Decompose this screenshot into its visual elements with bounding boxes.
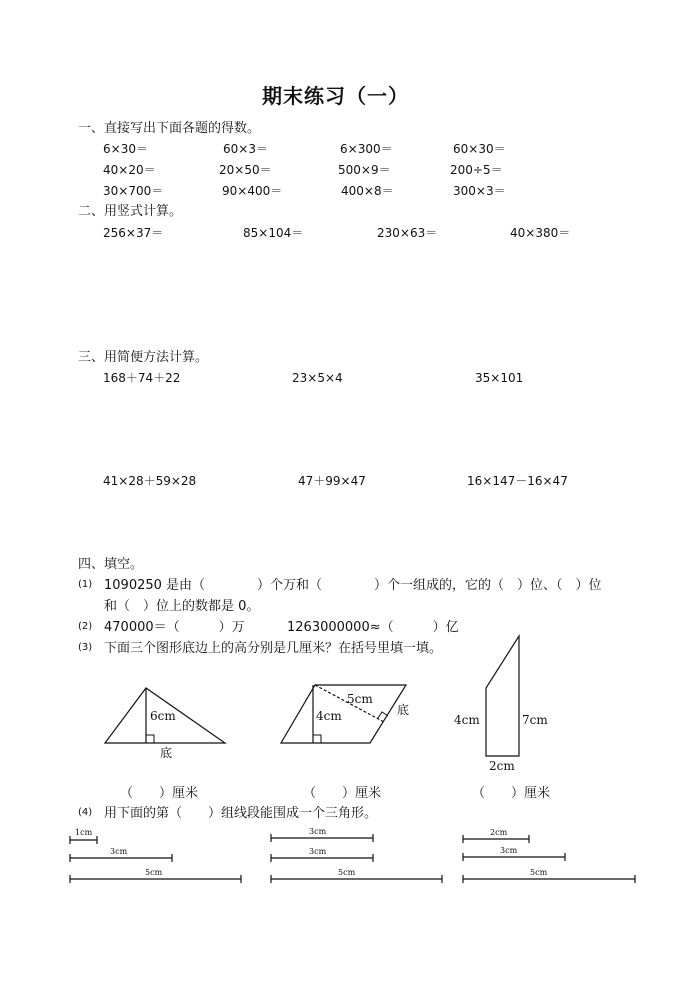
trapezoid-base-label: 2cm [489,759,515,773]
question-2-a: 470000＝（ ）万 [104,620,245,635]
segment-group-2 [271,834,442,883]
question-3-text: 下面三个图形底边上的高分别是几厘米？在括号里填一填。 [104,641,443,656]
problem: 90×400＝ [222,184,283,198]
triangle-base-label: 底 [160,746,173,760]
problem: 60×30＝ [453,142,506,156]
parallelogram-base-label: 底 [397,703,410,717]
problem: 16×147－16×47 [467,474,568,488]
problem: 168＋74＋22 [103,371,181,385]
segment-label: 2cm [490,828,508,837]
segment-label: 5cm [338,868,356,877]
right-angle-mark [313,735,321,743]
right-angle-mark [146,735,154,743]
problem: 47＋99×47 [298,474,366,488]
problem: 35×101 [475,371,524,385]
question-number: (3) [78,642,93,653]
problem: 230×63＝ [377,226,438,240]
parallelogram-side-label: 5cm [347,692,373,706]
problem: 500×9＝ [338,163,391,177]
trapezoid-left-label: 4cm [454,713,480,727]
answer-blank-1[interactable]: （ ）厘米 [120,786,199,801]
question-2-b: 1263000000≈（ ）亿 [287,620,459,635]
problem: 85×104＝ [243,226,304,240]
section-4-heading: 四、填空。 [78,557,144,572]
section-1-heading: 一、直接写出下面各题的得数。 [78,121,261,136]
answer-blank-2[interactable]: （ ）厘米 [303,786,382,801]
problem: 30×700＝ [103,184,164,198]
segment-label: 3cm [309,847,327,856]
trapezoid-figure [486,636,519,756]
section-3-heading: 三、用简便方法计算。 [78,350,209,365]
page-title: 期末练习（一） [262,84,409,108]
problem: 40×380＝ [510,226,571,240]
trapezoid-right-label: 7cm [522,713,548,727]
problem: 200÷5＝ [450,163,503,177]
section-2-heading: 二、用竖式计算。 [78,204,183,219]
parallelogram-figure [281,685,406,743]
answer-blank-3[interactable]: （ ）厘米 [472,786,551,801]
segment-label: 5cm [145,868,163,877]
problem: 6×300＝ [340,142,393,156]
problem: 256×37＝ [103,226,164,240]
problem: 6×30＝ [103,142,148,156]
problem: 20×50＝ [219,163,272,177]
problem: 23×5×4 [292,371,343,385]
segment-label: 1cm [75,828,93,837]
problem: 60×3＝ [223,142,268,156]
parallelogram-height-label: 4cm [316,709,342,723]
problem: 41×28＋59×28 [103,474,197,488]
problem: 300×3＝ [453,184,506,198]
question-number: (2) [78,621,93,632]
segment-label: 3cm [500,846,518,855]
segment-label: 3cm [309,827,327,836]
question-1-line-1: 1090250 是由（ ）个万和（ ）个一组成的，它的（ ）位、（ ）位 [104,578,602,593]
problem: 40×20＝ [103,163,156,177]
segment-label: 5cm [530,868,548,877]
triangle-height-label: 6cm [150,709,176,723]
problem: 400×8＝ [341,184,394,198]
question-number: (4) [78,807,93,818]
question-number: (1) [78,579,93,590]
segment-group-3 [463,835,635,883]
segment-label: 3cm [110,847,128,856]
question-1-line-2: 和（ ）位上的数都是 0。 [104,599,260,614]
question-4-text: 用下面的第（ ）组线段能围成一个三角形。 [104,806,378,821]
